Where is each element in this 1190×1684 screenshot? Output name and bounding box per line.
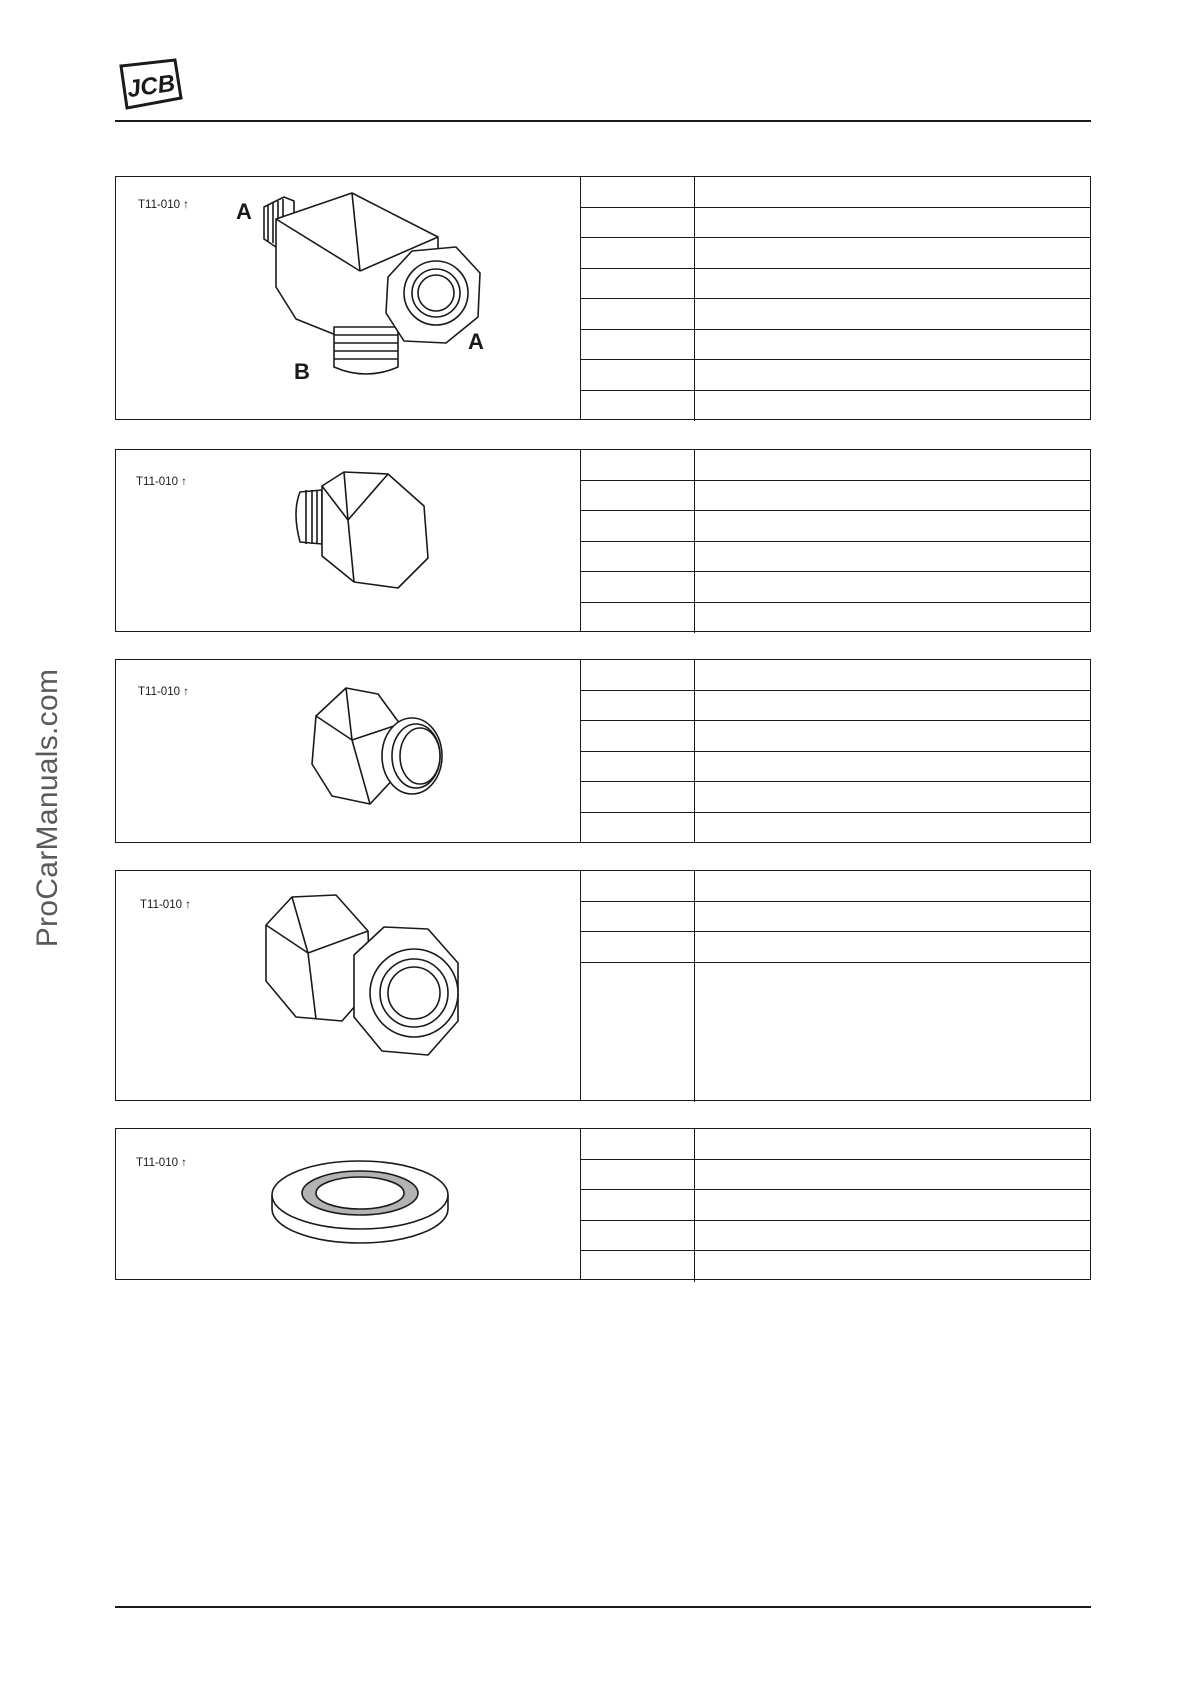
table-row <box>580 1190 1090 1221</box>
table-row <box>580 330 1090 361</box>
figure-reference: T11-010 ↑ <box>140 899 191 911</box>
figure-reference: T11-010 ↑ <box>138 686 189 698</box>
washer-illustration <box>116 1129 581 1279</box>
figure-reference: T11-010 ↑ <box>136 476 187 488</box>
table-row <box>580 299 1090 330</box>
footer-rule <box>115 1606 1091 1608</box>
coupling-drawing <box>116 871 580 1102</box>
table-row <box>580 813 1090 844</box>
table-row <box>580 542 1090 573</box>
component-block-plug-reversed <box>115 659 1091 843</box>
table-row <box>580 1160 1090 1191</box>
spec-table <box>580 1129 1090 1279</box>
table-row <box>580 691 1090 722</box>
table-row <box>580 782 1090 813</box>
table-row <box>580 360 1090 391</box>
figure-reference: T11-010 ↑ <box>138 199 189 211</box>
figure-reference: T11-010 ↑ <box>136 1157 187 1169</box>
table-row <box>580 1221 1090 1252</box>
spec-table <box>580 660 1090 842</box>
spec-table <box>580 871 1090 1100</box>
jcb-logo <box>115 58 183 110</box>
watermark: ProCarManuals.com <box>31 668 64 948</box>
plug-drawing <box>116 450 580 633</box>
table-row <box>580 269 1090 300</box>
component-block-plug <box>115 449 1091 632</box>
component-block-washer <box>115 1128 1091 1280</box>
header-rule <box>115 120 1091 122</box>
table-row <box>580 603 1090 634</box>
plug-reversed-illustration <box>116 660 581 842</box>
component-block-tee <box>115 176 1091 420</box>
table-row <box>580 208 1090 239</box>
table-row <box>580 660 1090 691</box>
coupling-illustration <box>116 871 581 1100</box>
table-row <box>580 752 1090 783</box>
table-row <box>580 902 1090 933</box>
plug-illustration <box>116 450 581 631</box>
table-row <box>580 450 1090 481</box>
svg-text:A: A <box>236 199 252 224</box>
svg-text:JCB: JCB <box>125 69 177 104</box>
table-row <box>580 572 1090 603</box>
svg-text:A: A <box>468 329 484 354</box>
table-row <box>580 721 1090 752</box>
table-row <box>580 932 1090 963</box>
table-row <box>580 963 1090 1102</box>
table-row <box>580 1251 1090 1282</box>
component-block-coupling <box>115 870 1091 1101</box>
tee-fitting-illustration <box>116 177 581 419</box>
spec-table <box>580 450 1090 631</box>
table-row <box>580 481 1090 512</box>
table-row <box>580 871 1090 902</box>
table-row <box>580 511 1090 542</box>
table-row <box>580 238 1090 269</box>
spec-table <box>580 177 1090 419</box>
plug-reversed-drawing <box>116 660 580 844</box>
table-row <box>580 391 1090 422</box>
washer-drawing <box>116 1129 580 1281</box>
svg-text:B: B <box>294 359 310 384</box>
table-row <box>580 1129 1090 1160</box>
tee-fitting-drawing <box>116 177 580 421</box>
table-row <box>580 177 1090 208</box>
